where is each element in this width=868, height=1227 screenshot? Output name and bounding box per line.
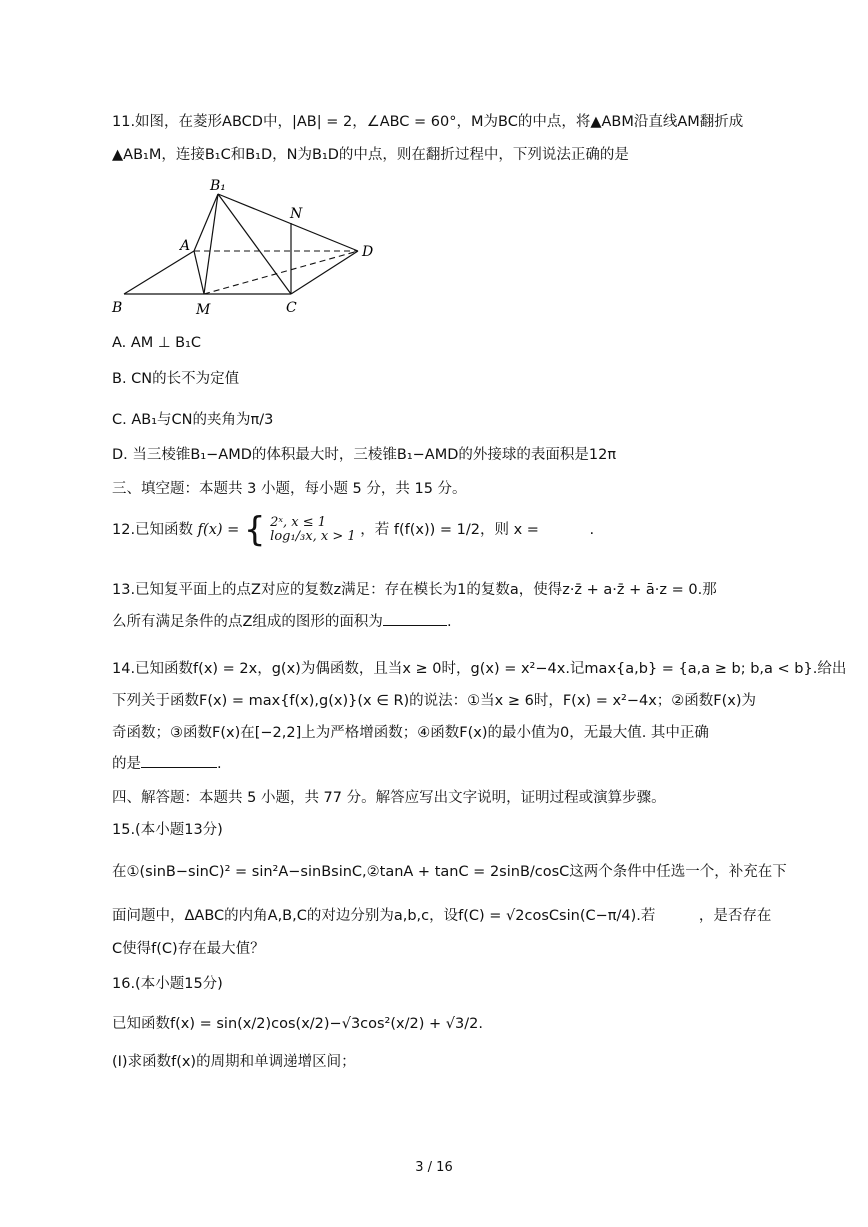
q15-header: 15.(本小题13分) (112, 822, 223, 838)
q12-piece-2: log₁/₃x, x > 1 (270, 529, 356, 544)
q12-prefix: 12.已知函数 (112, 522, 194, 538)
label-b1: B₁ (210, 178, 226, 194)
rhombus-fold-figure (108, 172, 388, 322)
q11-option-b: B. CN的长不为定值 (112, 371, 240, 387)
q11-option-d: D. 当三棱锥B₁−AMD的体积最大时，三棱锥B₁−AMD的外接球的表面积是12π (112, 447, 617, 463)
q13-answer-blank[interactable] (383, 625, 447, 626)
q14-answer-blank[interactable] (141, 767, 217, 768)
q11-option-a: A. AM ⊥ B₁C (112, 335, 202, 351)
q14-line-1: 14.已知函数f(x) = 2x，g(x)为偶函数，且当x ≥ 0时，g(x) = x²−4x.记max{a,b} = {a,a ≥ b; b,a < b}.给出 (112, 661, 847, 677)
q15-line-3: C使得f(C)存在最大值？ (112, 941, 265, 957)
q14-line-2: 下列关于函数F(x) = max{f(x),g(x)}(x ∈ R)的说法：①当x ≥ 6时，F(x) = x²−4x；②函数F(x)为 (112, 693, 757, 709)
section-3-heading: 三、填空题：本题共 3 小题，每小题 5 分，共 15 分。 (112, 481, 467, 497)
q16-line-2: (Ⅰ)求函数f(x)的周期和单调递增区间； (112, 1054, 356, 1070)
q13-line-2: 么所有满足条件的点Z组成的图形的面积为 . (112, 614, 452, 630)
q15-line-2: 面问题中，ΔABC的内角A,B,C的对边分别为a,b,c，设f(C) = √2cosCsin(C−π/4).若 ，是否存在 (112, 908, 772, 924)
label-m: M (196, 302, 211, 318)
label-a: A (180, 238, 191, 254)
q16-header: 16.(本小题15分) (112, 976, 223, 992)
q14-line-4-text: 的是 (112, 756, 141, 772)
label-d: D (362, 244, 374, 260)
q11-option-c: C. AB₁与CN的夹角为π/3 (112, 412, 274, 428)
label-b: B (112, 300, 123, 316)
q12-piece-1: 2ˣ, x ≤ 1 (270, 515, 327, 530)
q11-line-1: 11.如图，在菱形ABCD中，|AB| = 2，∠ABC = 60°，M为BC的中点，将▲ABM沿直线AM翻折成 (112, 114, 744, 130)
q16-line-1: 已知函数f(x) = sin(x/2)cos(x/2)−√3cos²(x/2) + √3/2. (112, 1016, 483, 1032)
label-c: C (286, 300, 297, 316)
section-4-heading: 四、解答题：本题共 5 小题，共 77 分。解答应写出文字说明，证明过程或演算步骤。 (112, 790, 666, 806)
q14-line-4: 的是 . (112, 756, 222, 772)
q13-line-2-text: 么所有满足条件的点Z组成的图形的面积为 (112, 614, 383, 630)
label-n: N (290, 206, 303, 222)
q13-line-1: 13.已知复平面上的点Z对应的复数z满足：存在模长为1的复数a，使得z·z̄ + a·z̄ + ā·z = 0.那 (112, 582, 717, 598)
page-number: 3 / 16 (415, 1160, 453, 1175)
q12-suffix: ，若 f(f(x)) = 1/2，则 x = (360, 522, 539, 538)
q11-line-2: ▲AB₁M，连接B₁C和B₁D，N为B₁D的中点，则在翻折过程中，下列说法正确的是 (112, 147, 629, 163)
q14-line-3: 奇函数；③函数F(x)在[−2,2]上为严格增函数；④函数F(x)的最小值为0，无最大值. 其中正确 (112, 725, 709, 741)
q12-line: 12.已知函数 f(x) = { 2ˣ, x ≤ 1 log₁/₃x, x > 1 ，若 f(f(x)) = 1/2，则 x = . (112, 510, 595, 550)
q15-line-1: 在①(sinB−sinC)² = sin²A−sinBsinC,②tanA + tanC = 2sinB/cosC这两个条件中任选一个，补充在下 (112, 864, 787, 880)
